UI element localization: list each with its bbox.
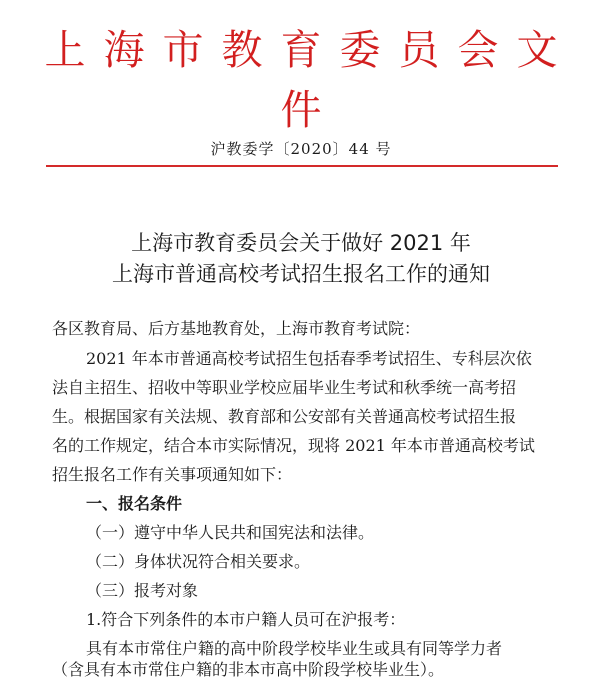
masthead: 上海市教育委员会文件	[44, 26, 576, 134]
recipients-line: 各区教育局、后方基地教育处，上海市教育考试院：	[52, 319, 421, 338]
document-number: 沪教委学〔2020〕44 号	[210, 140, 392, 158]
sub-clause-line: 具有本市常住户籍的高中阶段学校毕业生或具有同等学力者	[86, 639, 503, 658]
notice-title-line-2: 上海市普通高校考试招生报名工作的通知	[112, 262, 490, 286]
notice-title-line-1: 上海市教育委员会关于做好 2021 年	[131, 231, 471, 255]
condition-item: （一）遵守中华人民共和国宪法和法律。	[86, 523, 375, 542]
sub-clause-heading: 1.符合下列条件的本市户籍人员可在沪报考：	[86, 610, 406, 629]
intro-line: 法自主招生、招收中等职业学校应届毕业生考试和秋季统一高考招	[52, 378, 517, 397]
sub-clause-line: （含具有本市常住户籍的非本市高中阶段学校毕业生）。	[52, 660, 445, 679]
intro-line: 名的工作规定，结合本市实际情况，现将 2021 年本市普通高校考试	[52, 436, 535, 455]
section-heading-registration-conditions: 一、报名条件	[86, 494, 183, 513]
red-divider	[46, 165, 558, 167]
condition-item: （三）报考对象	[86, 581, 199, 600]
intro-line: 生。根据国家有关法规、教育部和公安部有关普通高校考试招生报	[52, 407, 517, 426]
intro-line: 2021 年本市普通高校考试招生包括春季考试招生、专科层次依	[86, 349, 532, 368]
condition-item: （二）身体状况符合相关要求。	[86, 552, 311, 571]
intro-line: 招生报名工作有关事项通知如下：	[52, 465, 293, 484]
